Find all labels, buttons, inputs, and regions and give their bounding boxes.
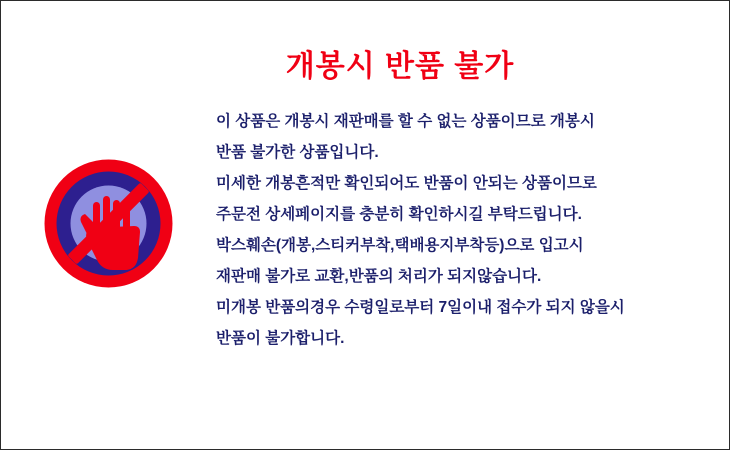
notice-line: 재판매 불가로 교환,반품의 처리가 되지않습니다.	[216, 268, 542, 285]
notice-line: 미세한 개봉흔적만 확인되어도 반품이 안되는 상품이므로	[216, 175, 597, 192]
notice-line: 박스훼손(개봉,스티커부착,택배용지부착등)으로 입고시	[216, 237, 584, 254]
notice-line: 미개봉 반품의경우 수령일로부터 7일이내 접수가 되지 않을시	[216, 299, 625, 316]
no-open-hand-icon	[41, 156, 176, 291]
notice-line: 반품이 불가합니다.	[216, 330, 345, 347]
notice-line: 반품 불가한 상품입니다.	[216, 144, 379, 161]
notice-line: 이 상품은 개봉시 재판매를 할 수 없는 상품이므로 개봉시	[216, 113, 595, 130]
notice-body	[216, 106, 696, 354]
notice-line: 주문전 상세페이지를 충분히 확인하시길 부탁드립니다.	[216, 206, 582, 223]
page-title: 개봉시 반품 불가	[285, 50, 515, 83]
